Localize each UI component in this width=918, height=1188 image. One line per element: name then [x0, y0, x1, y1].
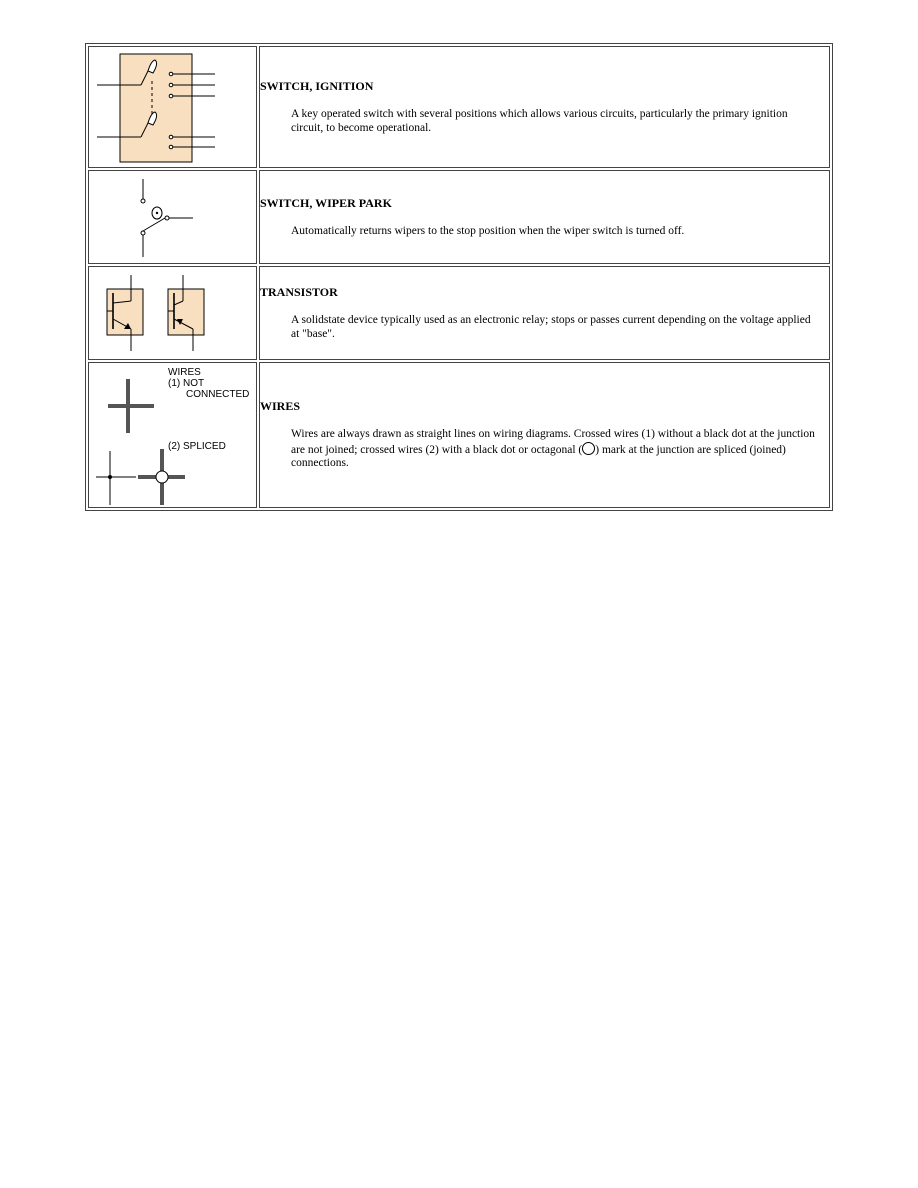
not-connected-label-2: CONNECTED: [186, 389, 250, 400]
spliced-label: (2) SPLICED: [168, 441, 226, 452]
table-row: [88, 362, 830, 508]
text-cell: [259, 46, 830, 168]
wires-diagram-heading: WIRES: [168, 367, 201, 378]
icon-cell: [88, 362, 257, 508]
transistor-icon: [93, 267, 253, 359]
text-cell: [259, 170, 830, 264]
entry-title: SWITCH, WIPER PARK: [260, 195, 392, 210]
table-row: [88, 170, 830, 264]
wiper-park-switch-icon: [93, 171, 253, 263]
entry-title: SWITCH, IGNITION: [260, 79, 374, 93]
wires-icon: [90, 363, 255, 507]
ignition-switch-icon: [93, 47, 253, 167]
icon-cell: [88, 46, 257, 168]
table-row: [88, 266, 830, 360]
icon-cell: [88, 170, 257, 264]
entry-title: WIRES: [260, 399, 301, 414]
text-cell: [259, 362, 830, 508]
symbol-table: [85, 43, 833, 511]
octagonal-mark-icon: [582, 442, 595, 455]
entry-description-part2: ) mark at the junction are spliced (joined) connections.: [291, 443, 786, 470]
not-connected-label: (1) NOT: [168, 378, 205, 389]
entry-description: A solidstate device typically used as an electronic relay; stops or passes current depending on the voltage applied at "base".: [291, 314, 811, 340]
entry-description-part1: Wires are always drawn as straight lines on wiring diagrams. Crossed wires (1) without a black dot at the junction are not joined; crossed wires (2) with a black dot or octagonal (: [291, 428, 815, 456]
icon-cell: [88, 266, 257, 360]
table-row: [88, 46, 830, 168]
entry-description: A key operated switch with several positions which allows various circuits, particularly the primary ignition circuit, to become operational.: [291, 108, 788, 134]
entry-description: [291, 428, 821, 471]
text-cell: [259, 266, 830, 360]
entry-title: TRANSISTOR: [260, 285, 338, 299]
entry-description: Automatically returns wipers to the stop position when the wiper switch is turned off.: [291, 224, 685, 237]
